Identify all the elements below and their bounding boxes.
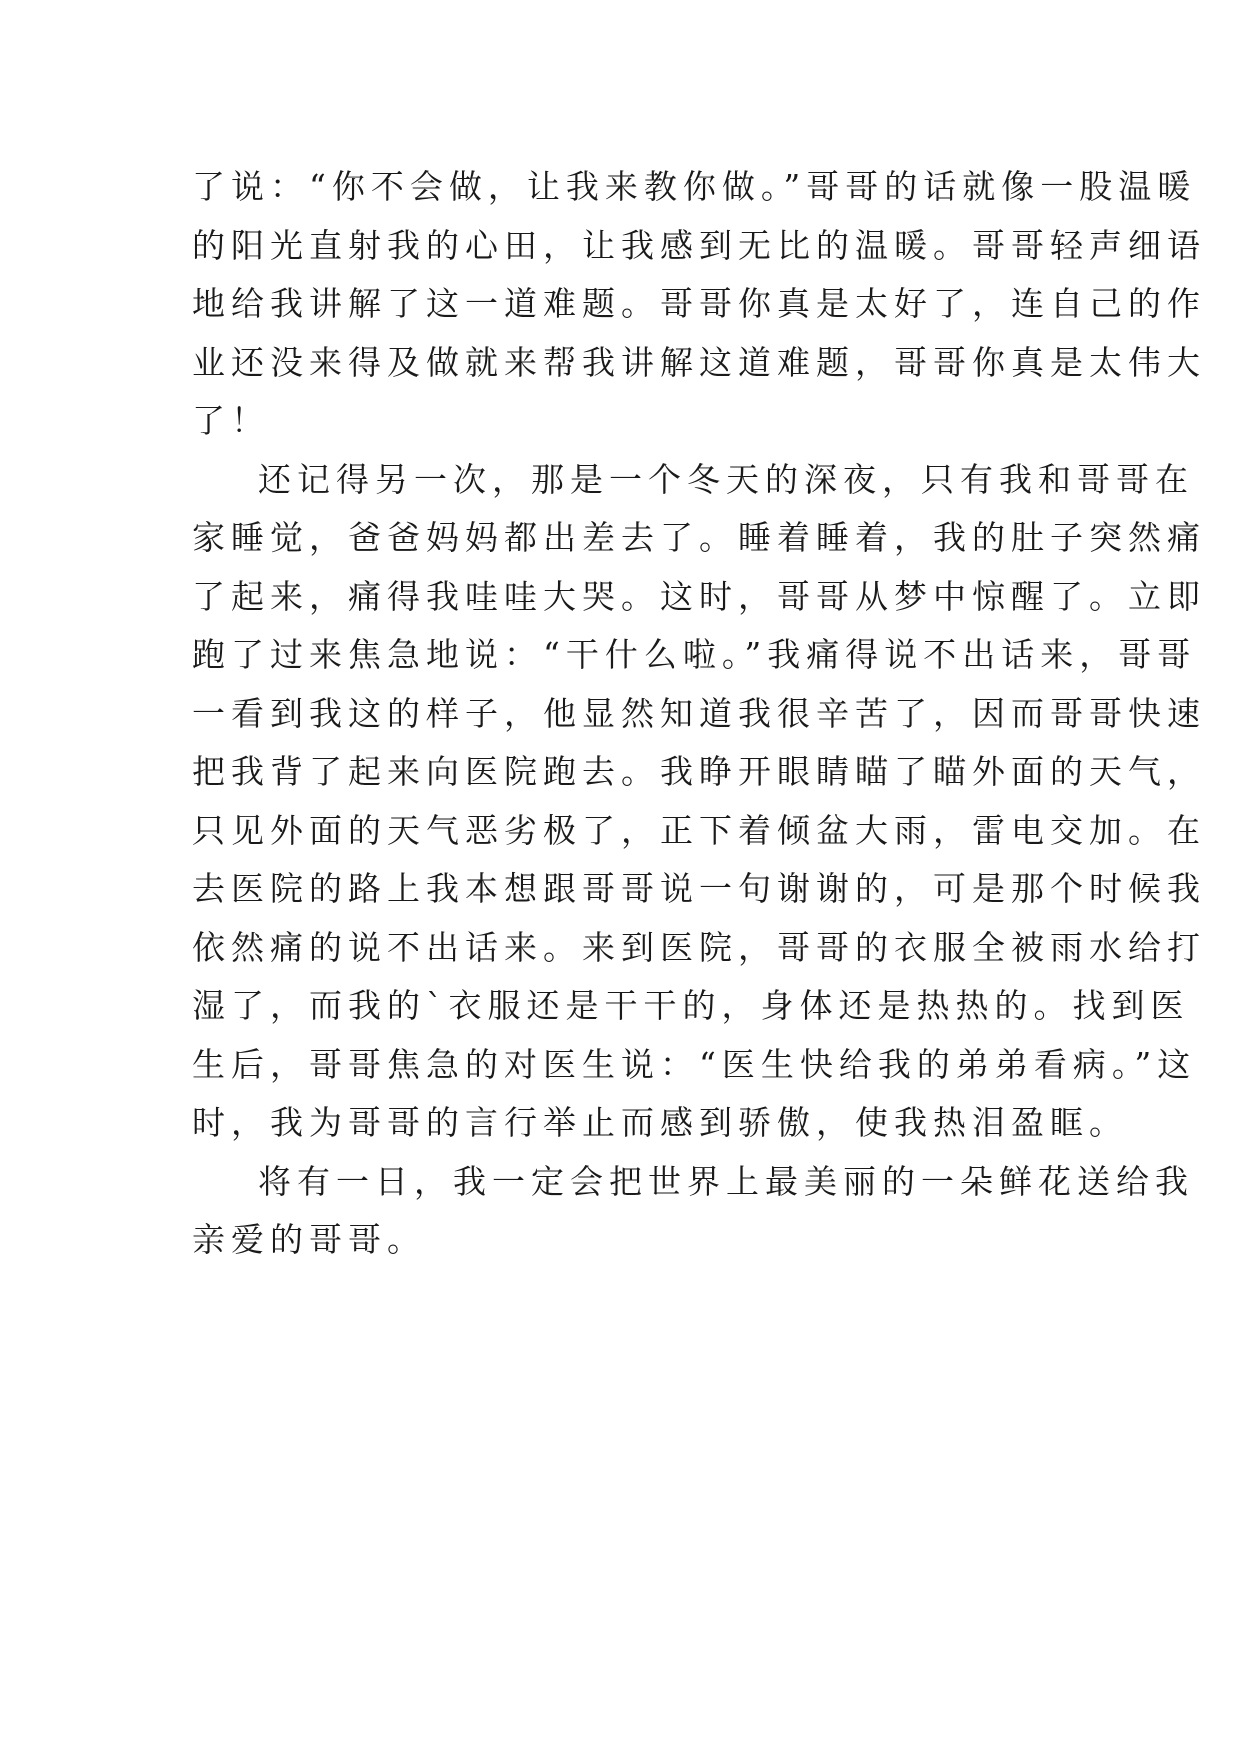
text-line: 只见外面的天气恶劣极了，正下着倾盆大雨，雷电交加。在 [192, 810, 1206, 850]
text-line: 湿了，而我的`衣服还是干干的，身体还是热热的。找到医 [192, 986, 1190, 1025]
text-line: 业还没来得及做就来帮我讲解这道难题，哥哥你真是太伟大 [192, 342, 1206, 382]
text-line: 了！ [192, 401, 270, 440]
text-line: 的阳光直射我的心田，让我感到无比的温暖。哥哥轻声细语 [192, 225, 1206, 265]
text-line: 生后，哥哥焦急的对医生说：“医生快给我的弟弟看病。”这 [192, 1044, 1197, 1084]
text-line: 时，我为哥哥的言行举止而感到骄傲，使我热泪盈眶。 [192, 1103, 1128, 1142]
text-line: 去医院的路上我本想跟哥哥说一句谢谢的，可是那个时候我 [192, 869, 1206, 908]
text-line: 把我背了起来向医院跑去。我睁开眼睛瞄了瞄外面的天气， [192, 752, 1206, 791]
paragraph-first-line: 还记得另一次，那是一个冬天的深夜，只有我和哥哥在 [258, 459, 1194, 499]
text-line: 地给我讲解了这一道难题。哥哥你真是太好了，连自己的作 [192, 284, 1206, 323]
text-line: 了起来，痛得我哇哇大哭。这时，哥哥从梦中惊醒了。立即 [192, 576, 1206, 616]
text-line: 亲爱的哥哥。 [192, 1220, 426, 1259]
text-line: 依然痛的说不出话来。来到医院，哥哥的衣服全被雨水给打 [192, 927, 1206, 967]
text-line: 跑了过来焦急地说：“干什么啦。”我痛得说不出话来，哥哥 [192, 635, 1197, 674]
paragraph-first-line: 将有一日，我一定会把世界上最美丽的一朵鲜花送给我 [258, 1161, 1194, 1201]
text-line: 家睡觉，爸爸妈妈都出差去了。睡着睡着，我的肚子突然痛 [192, 518, 1206, 557]
text-line: 一看到我这的样子，他显然知道我很辛苦了，因而哥哥快速 [192, 693, 1206, 733]
text-line: 了说：“你不会做，让我来教你做。”哥哥的话就像一股温暖 [192, 167, 1197, 206]
essay-text [192, 158, 1206, 1270]
